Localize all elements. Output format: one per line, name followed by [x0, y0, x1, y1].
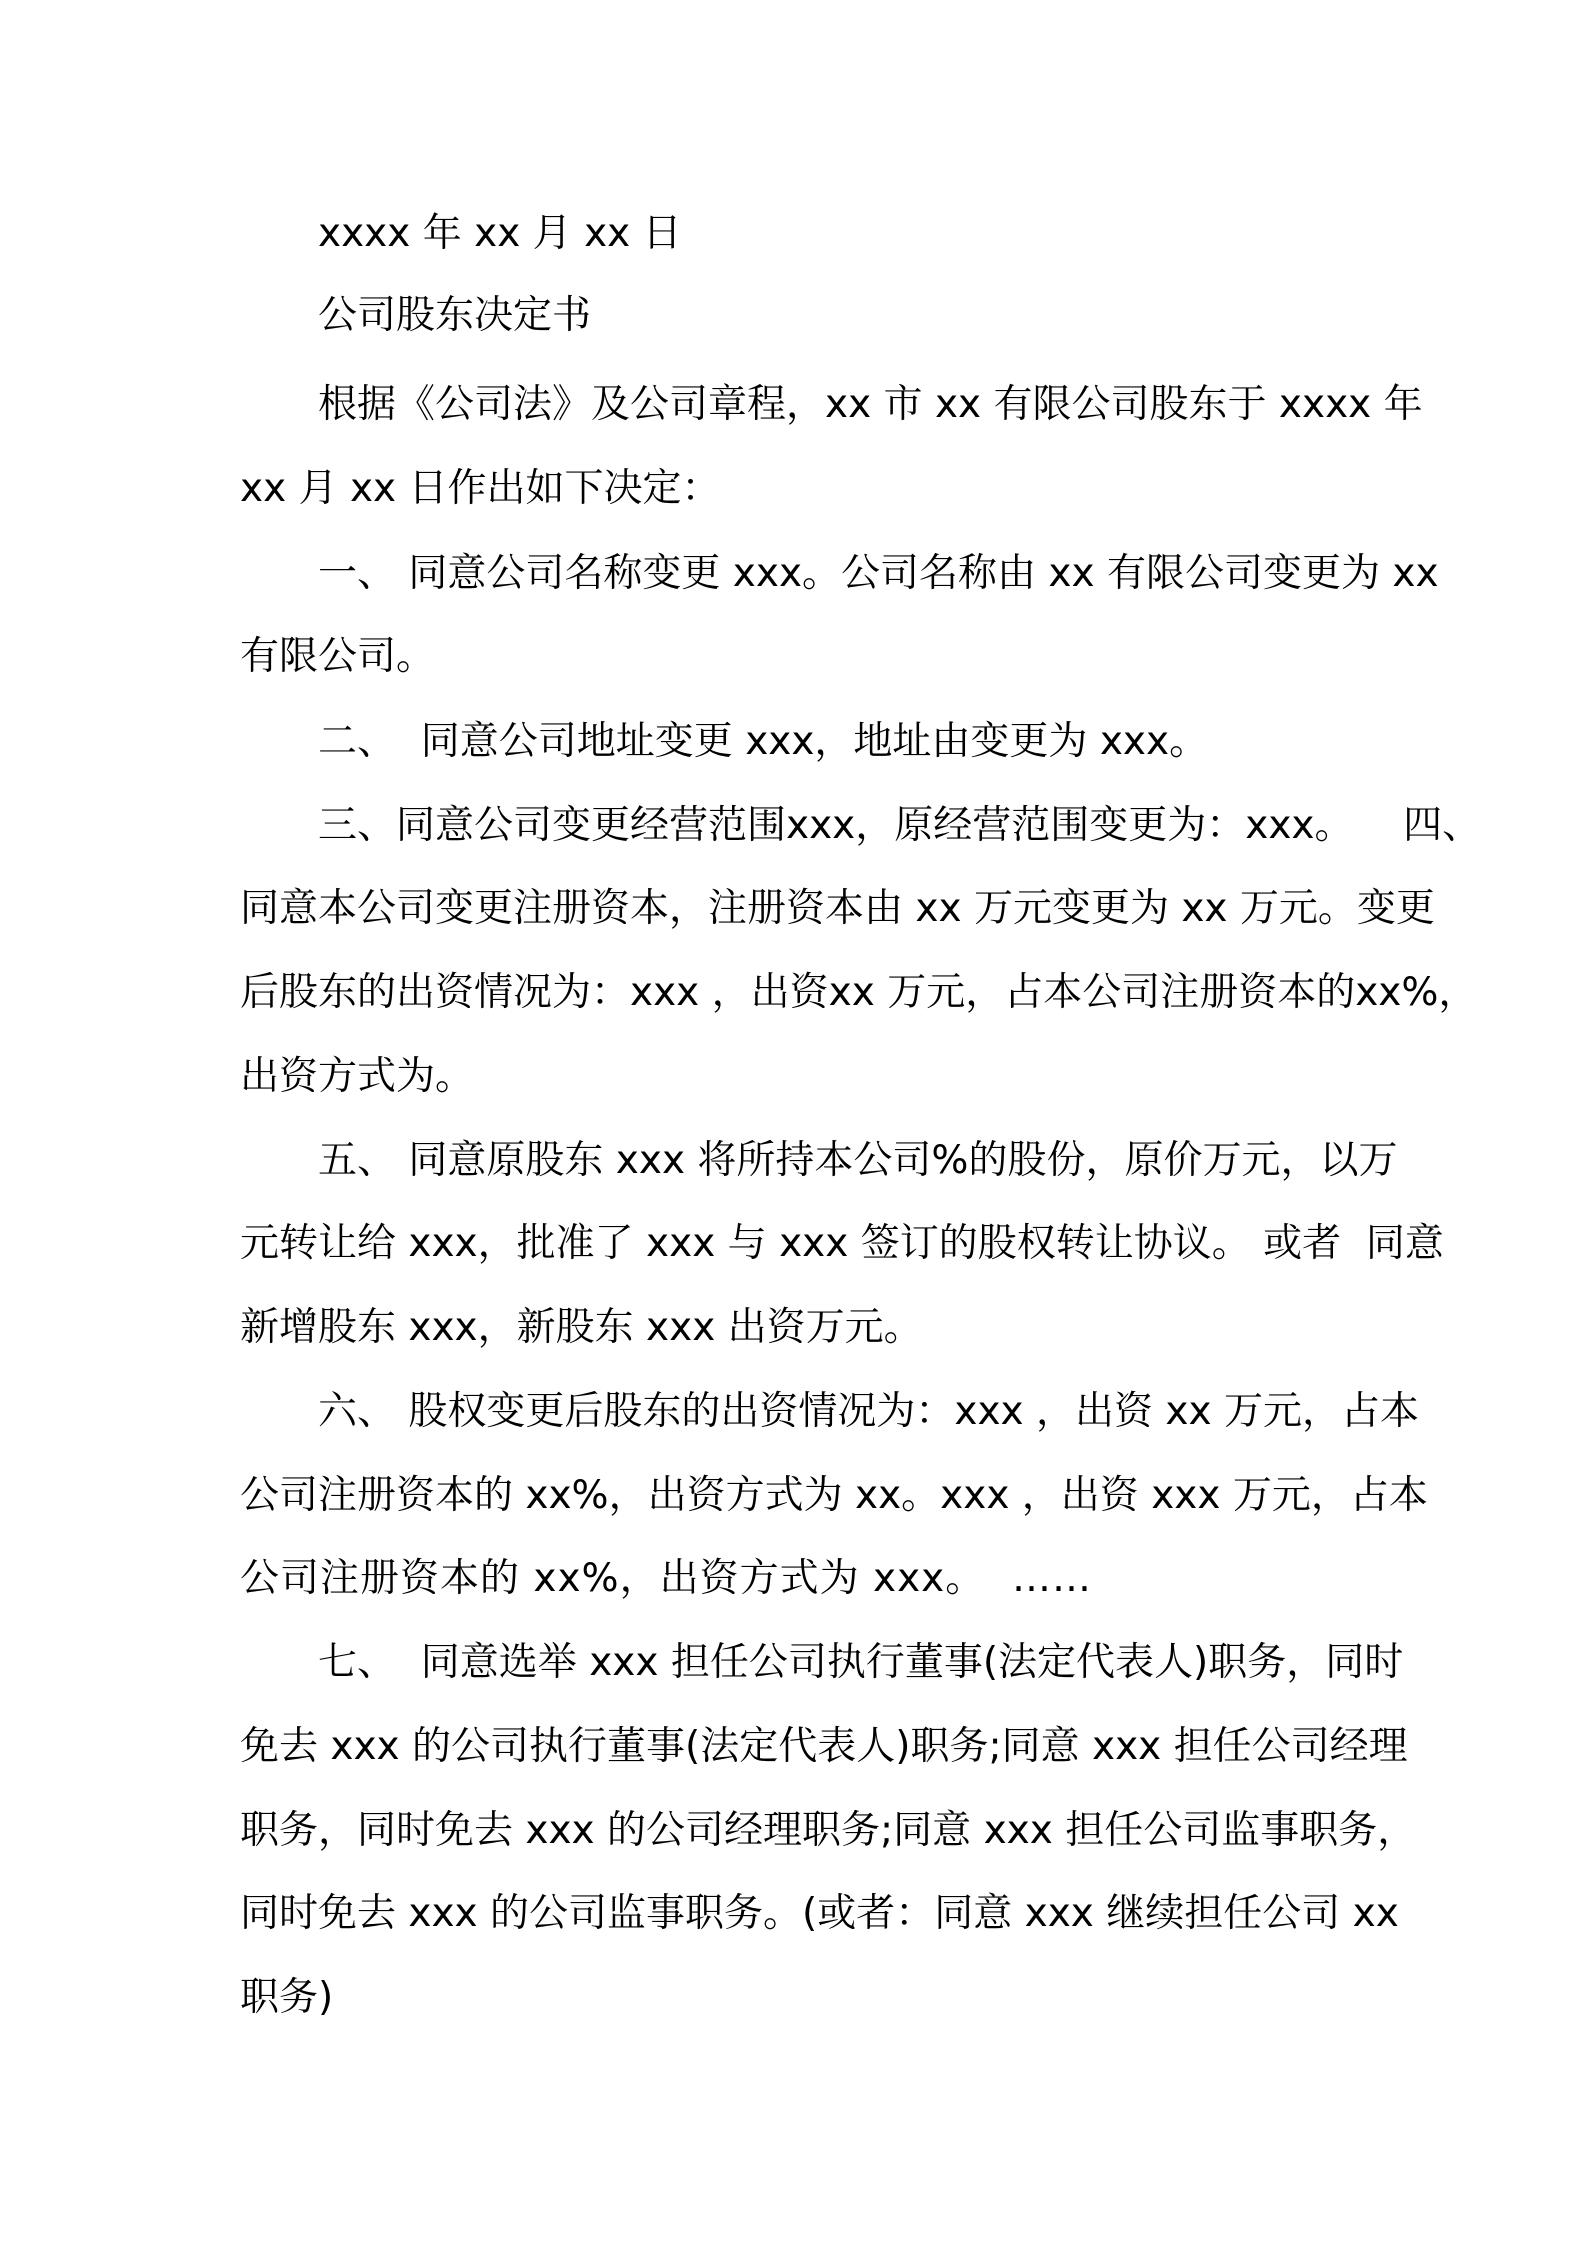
paragraph-intro-line: xx 月 xx 日作出如下决定：	[240, 466, 721, 511]
paragraph-item-7-line: 职务，同时免去 xxx 的公司经理职务;同意 xxx 担任公司监事职务，	[240, 1808, 1417, 1853]
paragraph-item-3-line: 三、同意公司变更经营范围xxx，原经营范围变更为：xxx。 四、	[318, 803, 1482, 848]
paragraph-item-6-line: 六、 股权变更后股东的出资情况为：xxx ，出资 xx 万元，占本	[318, 1389, 1419, 1434]
paragraph-item-1-line: 一、 同意公司名称变更 xxx。公司名称由 xx 有限公司变更为 xx	[318, 551, 1439, 596]
paragraph-item-4-line: 同意本公司变更注册资本，注册资本由 xx 万元变更为 xx 万元。变更	[240, 886, 1435, 931]
paragraph-item-6-line: 公司注册资本的 xx%，出资方式为 xx。xxx ，出资 xxx 万元，占本	[240, 1473, 1428, 1518]
paragraph-item-7-line: 七、 同意选举 xxx 担任公司执行董事(法定代表人)职务，同时	[318, 1640, 1404, 1685]
paragraph-item-7-line: 职务)	[240, 1975, 334, 2020]
paragraph-item-5-line: 新增股东 xxx，新股东 xxx 出资万元。	[240, 1305, 923, 1350]
paragraph-item-1-line: 有限公司。	[240, 634, 436, 679]
paragraph-item-4-line: 后股东的出资情况为：xxx ，出资xx 万元，占本公司注册资本的xx%，	[240, 970, 1478, 1015]
paragraph-item-5-line: 元转让给 xxx，批准了 xxx 与 xxx 签订的股权转让协议。 或者 同意	[240, 1221, 1444, 1266]
paragraph-item-6-line: 公司注册资本的 xx%，出资方式为 xxx。 ……	[240, 1556, 1093, 1601]
paragraph-item-5-line: 五、 同意原股东 xxx 将所持本公司%的股份，原价万元，以万	[318, 1138, 1398, 1183]
paragraph-item-4-line: 出资方式为。	[240, 1054, 475, 1099]
page-title: 公司股东决定书	[318, 293, 592, 338]
date-line: xxxx 年 xx 月 xx 日	[318, 211, 682, 256]
paragraph-intro-line: 根据《公司法》及公司章程，xx 市 xx 有限公司股东于 xxxx 年	[318, 382, 1423, 427]
paragraph-item-7-line: 同时免去 xxx 的公司监事职务。(或者：同意 xxx 继续担任公司 xx	[240, 1891, 1399, 1936]
paragraph-item-7-line: 免去 xxx 的公司执行董事(法定代表人)职务;同意 xxx 担任公司经理	[240, 1724, 1408, 1769]
paragraph-item-2-line: 二、 同意公司地址变更 xxx，地址由变更为 xxx。	[318, 719, 1209, 764]
